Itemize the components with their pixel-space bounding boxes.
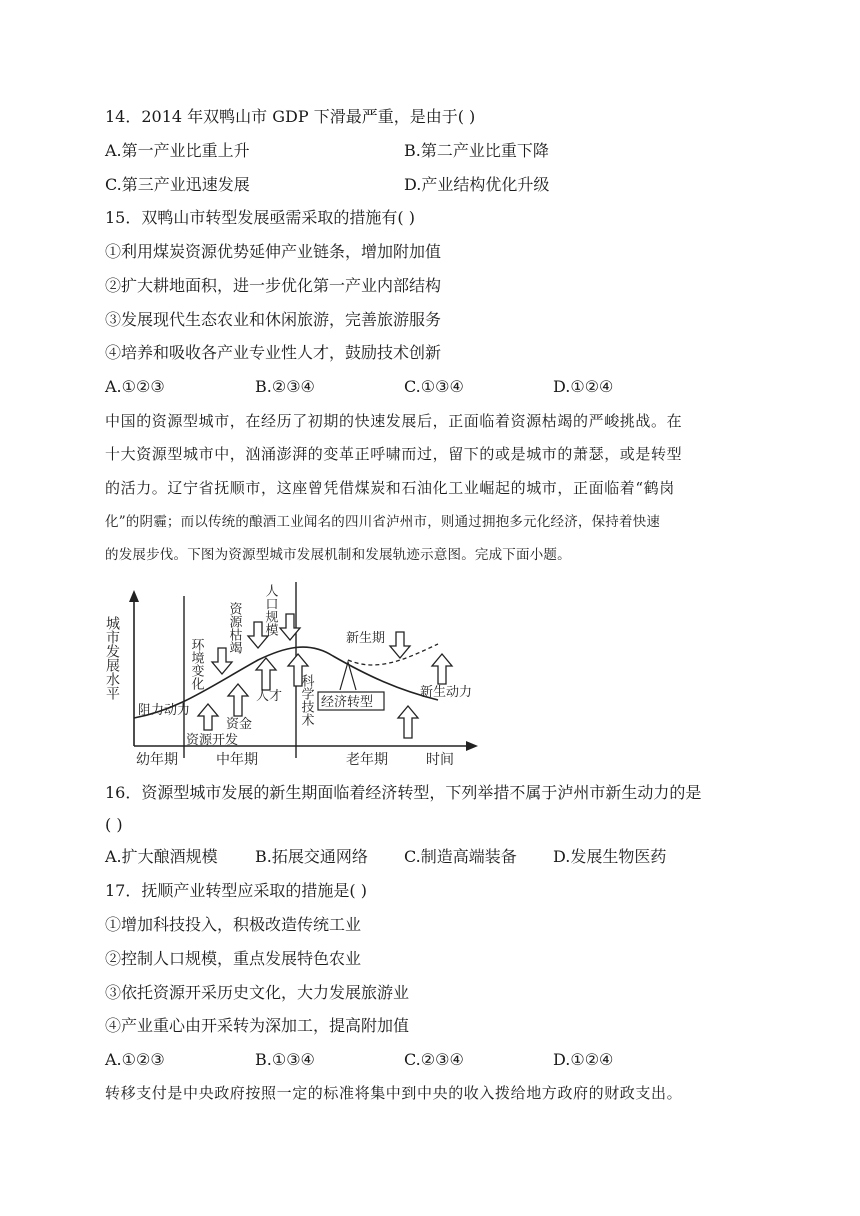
arrow-new-period bbox=[390, 632, 410, 658]
q17-stem: 17．抚顺产业转型应采取的措施是( ) bbox=[105, 881, 367, 900]
passage-line-2: 十大资源型城市中，汹涌澎湃的变革正呼啸而过，留下的或是城市的萧瑟，或是转型 bbox=[105, 445, 683, 463]
q16-option-a: A.扩大酿酒规模 bbox=[105, 847, 218, 866]
q15-option-d: D.①②④ bbox=[553, 377, 614, 396]
resource-city-development-diagram bbox=[104, 578, 498, 768]
label-resistance-force: 阻力动力 bbox=[138, 703, 191, 718]
label-resource-dev: 资源开发 bbox=[186, 733, 239, 748]
arrow-new-power-1 bbox=[398, 706, 418, 738]
q16-option-b: B.拓展交通网络 bbox=[255, 847, 368, 866]
q17-item-3: ③依托资源开采历史文化，大力发展旅游业 bbox=[105, 983, 410, 1002]
passage-line-5: 的发展步伐。下图为资源型城市发展机制和发展轨迹示意图。完成下面小题。 bbox=[105, 547, 571, 563]
label-capital: 资金 bbox=[226, 717, 253, 732]
label-talent: 人才 bbox=[256, 689, 283, 704]
q14-stem: 14．2014 年双鸭山市 GDP 下滑最严重，是由于( ) bbox=[105, 107, 476, 126]
passage-line-3: 的活力。辽宁省抚顺市，这座曾凭借煤炭和石油化工业崛起的城市，正面临着“鹤岗 bbox=[105, 479, 675, 497]
q17-option-d: D.①②④ bbox=[553, 1050, 614, 1069]
y-axis-label: 城市发展水平 bbox=[104, 616, 120, 700]
label-env-change: 环境变化 bbox=[188, 638, 204, 690]
label-new-period: 新生期 bbox=[346, 631, 386, 646]
q17-option-a: A.①②③ bbox=[105, 1050, 165, 1069]
label-sci-tech: 科学技术 bbox=[298, 674, 314, 726]
label-population: 人口规模 bbox=[262, 584, 278, 636]
passage-line-1: 中国的资源型城市，在经历了初期的快速发展后，正面临着资源枯竭的严峻挑战。在 bbox=[105, 412, 683, 430]
q16-option-c: C.制造高端装备 bbox=[404, 847, 517, 866]
q16-stem: 16．资源型城市发展的新生期面临着经济转型，下列举措不属于泸州市新生动力的是 bbox=[105, 783, 702, 802]
q17-item-4: ④产业重心由开采转为深加工，提高附加值 bbox=[105, 1016, 410, 1035]
q15-option-c: C.①③④ bbox=[404, 377, 464, 396]
q17-item-2: ②控制人口规模，重点发展特色农业 bbox=[105, 949, 362, 968]
arrow-new-power-2 bbox=[432, 654, 452, 684]
stage-young: 幼年期 bbox=[136, 752, 178, 768]
stage-middle: 中年期 bbox=[216, 752, 258, 768]
q14-option-d: D.产业结构优化升级 bbox=[404, 175, 550, 194]
q14-option-a: A.第一产业比重上升 bbox=[105, 141, 250, 160]
x-axis-label: 时间 bbox=[426, 752, 454, 768]
q15-item-4: ④培养和吸收各产业专业性人才，鼓励技术创新 bbox=[105, 343, 442, 362]
q15-item-2: ②扩大耕地面积，进一步优化第一产业内部结构 bbox=[105, 276, 442, 295]
q14-option-b: B.第二产业比重下降 bbox=[404, 141, 549, 160]
passage-line-4: 化”的阴霾；而以传统的酿酒工业闻名的四川省泸州市，则通过拥抱多元化经济，保持着快速 bbox=[105, 514, 661, 530]
arrow-capital bbox=[228, 684, 248, 716]
q15-item-1: ①利用煤炭资源优势延伸产业链条，增加附加值 bbox=[105, 242, 442, 261]
label-econ-transform: 经济转型 bbox=[321, 695, 374, 710]
arrow-talent bbox=[256, 658, 276, 690]
q16-option-d: D.发展生物医药 bbox=[553, 847, 667, 866]
q15-option-b: B.②③④ bbox=[255, 377, 315, 396]
q17-option-c: C.②③④ bbox=[404, 1050, 464, 1069]
q14-option-c: C.第三产业迅速发展 bbox=[105, 175, 250, 194]
label-resource-exhaust: 资源枯竭 bbox=[226, 602, 242, 654]
arrow-population bbox=[280, 614, 300, 640]
stage-old: 老年期 bbox=[346, 752, 388, 768]
passage-transfer-payment: 转移支付是中央政府按照一定的标准将集中到中央的收入拨给地方政府的财政支出。 bbox=[105, 1084, 683, 1102]
q15-option-a: A.①②③ bbox=[105, 377, 165, 396]
q16-paren: ( ) bbox=[105, 815, 123, 834]
label-new-power: 新生动力 bbox=[420, 685, 473, 700]
arrow-resource-dev bbox=[198, 704, 218, 730]
q15-stem: 15．双鸭山市转型发展亟需采取的措施有( ) bbox=[105, 208, 415, 227]
q15-item-3: ③发展现代生态农业和休闲旅游，完善旅游服务 bbox=[105, 310, 442, 329]
q17-option-b: B.①③④ bbox=[255, 1050, 315, 1069]
q17-item-1: ①增加科技投入，积极改造传统工业 bbox=[105, 915, 362, 934]
